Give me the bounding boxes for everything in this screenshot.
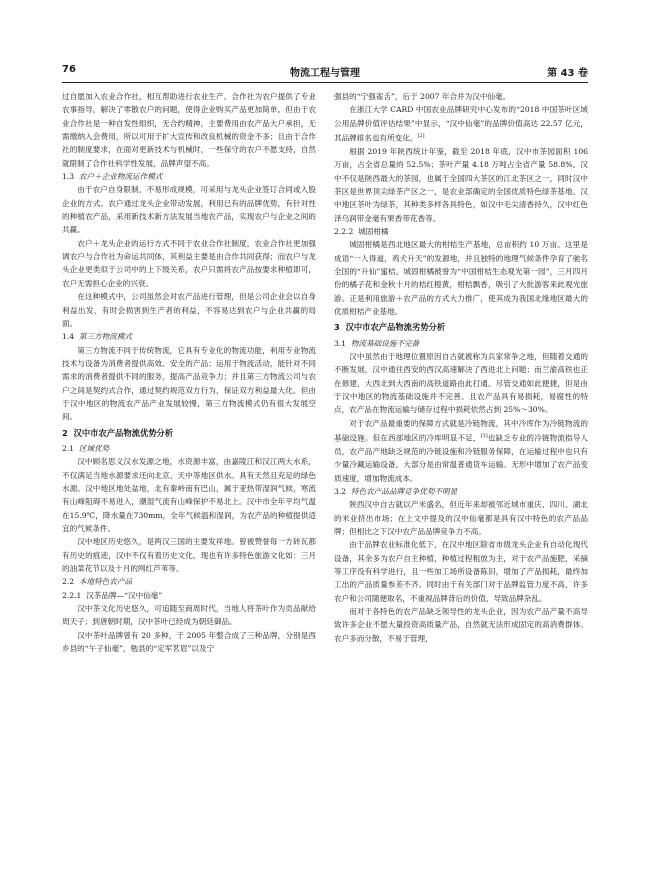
paragraph-text: 对于农产品最重要的保障方式就是冷链物流，其中冷库作为冷链物流的基础设施。但在西部地区的冷库明显不足， — [334, 418, 588, 443]
section-title: 第三方物流模式 — [78, 332, 133, 342]
header-rule — [62, 82, 588, 83]
volume-label: 第 43 卷 — [547, 68, 588, 79]
paragraph: 汉中顾名思义汉水发源之地，水资源丰富，由嘉陵江和汉江两大水系，不仅满足当地水源要求还向北京、天中等地区供水。具有天然且充足的绿色水源。汉中地区地处盆地，北有秦岭南有巴山，属于亚热带湿润气候，寒流有山峰阻碍不易进入，潮湿气流有山峰保护不易北上。汉中市全年平均气温在15.9℃，降水量在730mm，全年气候温和湿润，为农产品的种植提供适宜的气候条件。 — [62, 457, 316, 533]
paragraph: 城固柑橘是西北地区最大的柑桔生产基地，总亩积约 10 万亩。这里是成语“一人得道，鸡犬升天”的发源地，并且独特的地理气候条件孕育了驰名全国的“升仙”蜜桔。城固柑橘被誉为“中国柑桔生态观光第一园”，三月四月份的橘子花和金秋十月的桔红橙黄，柑桔飘香，吸引了大批游客来此观光旅游。正是利用旅游＋农产品的方式大力推广，使其成为我国北缘地区最大的优质柑桔产业基地。 — [334, 240, 588, 317]
section-number: 1.3 — [62, 172, 75, 182]
paragraph: 汉中茶叶品牌曾有 20 多种，于 2005 年整合成了三种品牌，分别是西乡县的“午子仙毫”，勉县的“定军茗眉”以及宁 — [62, 630, 316, 654]
heading-2-2 — [62, 575, 316, 588]
paragraph: 而对于各特色的农产品缺乏领导性的龙头企业，因为农产品产量不高导致许多企业不愿大量投资高质量产品，自然就无法形成固定的高消费群体。农户多而分散，不易于管理， — [334, 607, 588, 643]
section-title: 特色农产品品牌竞争优势不明显 — [350, 487, 458, 497]
heading-2-1 — [62, 442, 316, 455]
paragraph: 农户＋龙头企业的运行方式不同于农业合作社制度，农业合作社更加强调农户与合作社为命运共同体，其利益主要是由合作共同获得；而农户与龙头企业更类似于公司中的上下级关系，农户只需将农产品按要求种植即可，农户无需担心企业的兴衰。 — [62, 238, 316, 288]
paragraph: 强县的“宁强雀舌”，后于 2007 年合并为汉中仙毫。 — [334, 92, 511, 101]
section-number: 2 — [62, 427, 68, 438]
citation: [2] — [417, 133, 425, 140]
heading-3-1 — [334, 337, 588, 350]
section-number: 2.2.1 — [62, 590, 82, 600]
paragraph: 根据 2019 年陕西统计年鉴，截至 2018 年底，汉中市茶园面积 106 万亩，占全省总量的 52.5%；茶叶产量 4.18 万吨占全省产量 58.8%。汉中不仅是陕西最大的茶园，也属于全国四大茶区的江北茶区之一，同时汉中茶区是世界顶尖绿茶产区之一，是农业部确定的全国优质特色绿茶基地。汉中地区茶叶为绿茶，其种类多样各具特色，如汉中毛尖清香持久，汉中红色泽乌润带金毫有果香带花香等。 — [334, 146, 588, 223]
section-number: 3 — [334, 322, 340, 333]
section-title: 汉中市农产品物流优势分析 — [73, 427, 174, 438]
section-number: 2.2 — [62, 577, 75, 587]
paragraph-text: 在浙江大学 CARD 中国农业品牌研究中心发布的“2018 中国茶叶区域公用品牌价值评估结果”中显示，“汉中仙毫”的品牌价值高达 22.57 亿元，其品牌排名也有所变化。 — [334, 105, 588, 143]
section-title: 区域优势 — [78, 443, 110, 453]
citation: [3] — [480, 433, 488, 440]
paragraph: 由于农户自身限制，不易形成规模，可采用与龙头企业签订合同或入股企业的方式。农户通过龙头企业带动发展，利用已有的品牌优势，有针对性的种植农产品，采用新技术新方法发展当地农产品，实现农户与企业之间的共赢。 — [62, 185, 316, 235]
paragraph: 汉中茶文化历史悠久，可追随至商周时代，当地人将茶叶作为贡品献给周天子；到唐朝时期，汉中茶叶已经成为朝廷御品。 — [62, 604, 316, 627]
running-header — [62, 64, 588, 82]
section-title: 物流基础设施不完备 — [350, 338, 420, 348]
section-title: 汉茶品牌—“汉中仙毫” — [86, 590, 163, 600]
section-title: 农户＋企业物流运作模式 — [78, 172, 163, 182]
paragraph — [334, 103, 588, 145]
paragraph: 过自愿加入农业合作社，相互帮助进行农业生产。合作社为农户提供了专业农事指导，解决了零散农户的问题，使得企业购买产品更加简单。但由于农业合作社是一种自发性组织，无合约精神，主要费用由农产品大户承担，无需缴纳入会费用，所以可用于扩大宣传和改良机械的资金不多；且由于合作社的制度要求，在面对更新技术与机械时，一些保守的农户不愿支持，自然就限制了合作社科学性发展，品牌声望不高。 — [62, 92, 316, 168]
section-title: 本地特色农产品 — [78, 577, 133, 587]
paragraph: 在这种模式中，公司虽然会对农产品进行管理，但是公司企业会以自身利益出发，有时会损害到生产者的利益，不容易达到农户与企业共赢的局面。 — [62, 292, 316, 328]
right-column — [334, 90, 588, 645]
section-number: 2.1 — [62, 443, 75, 453]
page-number: 76 — [62, 64, 76, 75]
heading-3 — [334, 321, 588, 334]
paragraph: 第三方物流不同于传统物流，它具有专业化的物流功能，利用专业物流技术与设备为消费者提供高效、安全的产品；运用于物流活动，能针对不同需求的消费者提供不同的服务，提高产品竞争力；并且第三方物流公司与农户之间是契约式合作，通过契约规范双方行为，保证双方利益最大化。但由于汉中地区的物流农产品产业发展较慢，第三方物流模式仍有很大发展空间。 — [62, 345, 316, 422]
heading-3-2 — [334, 485, 588, 498]
section-number: 3.2 — [334, 487, 347, 497]
heading-2-2-1 — [62, 589, 316, 602]
section-title: 城固柑橘 — [358, 226, 389, 236]
heading-2-2-2 — [334, 225, 588, 238]
heading-1-4 — [62, 330, 316, 343]
paragraph: 陕西汉中自古就以产米盛名，但近年来却被邻近城市重庆、四川、湖北的米业挤出市场；在上文中提及的汉中仙毫都是具有汉中特色的农产品品牌；但相比之下汉中农产品品牌竞争力不高。 — [334, 500, 588, 537]
section-number: 1.4 — [62, 332, 75, 342]
left-column — [62, 90, 316, 655]
journal-title: 物流工程与管理 — [290, 68, 360, 79]
heading-1-3 — [62, 170, 316, 183]
section-number: 3.1 — [334, 338, 347, 348]
section-title: 汉中市农产品物流劣势分析 — [345, 322, 446, 333]
heading-2 — [62, 427, 316, 440]
paragraph: 由于品牌农业标准化低下，在汉中地区除省市级龙头企业有自动化现代设备，其余多为农户自主种植，种植过程粗放为主，对于农产品施肥，采摘等工序没有科学进行，且一些加工场所设备陈旧，增加了产品损耗，最终加工出的产品质量参差不齐。同时由于有关部门对于品牌监管力度不高，许多农户和公司随便取名，不重视品牌背后的价值，导致品牌杂乱。 — [334, 540, 588, 603]
paragraph: 汉中地区历史悠久，是两汉三国的主要发祥地。曾被赞誉每一方砖瓦都有历史的痕迹，汉中不仅有着历史文化，现也有许多特色旅游文化如：三月的油菜花节以及十月的网红芦苇等。 — [62, 537, 316, 574]
paragraph: 汉中虽然由于地理位置原因自古就被称为兵家常争之地，但随着交通的不断发展，汉中通往西安的西汉高速解决了西进北上问题；而兰渝高铁也正在修建，大西北到大西南的高铁道路由此打通。尽管交通如此便捷，但是由于汉中地区的物流基础设施并不完善。且农产品具有易损耗，易腐性的特点，农产品在物流运输与储存过程中损耗依然占到 25%～30%。 — [334, 352, 588, 415]
paragraph-text: 也缺乏专业的冷链物流指导人员，农产品产地缺乏规范的冷链设施和冷链服务保障，在运输过程中也只有少量冷藏运输设备，大部分是由常温普通货车运输。无形中增加了农产品变质速度，增加物流成本。 — [334, 433, 589, 483]
section-number: 2.2.2 — [334, 226, 354, 236]
paragraph — [334, 417, 588, 485]
